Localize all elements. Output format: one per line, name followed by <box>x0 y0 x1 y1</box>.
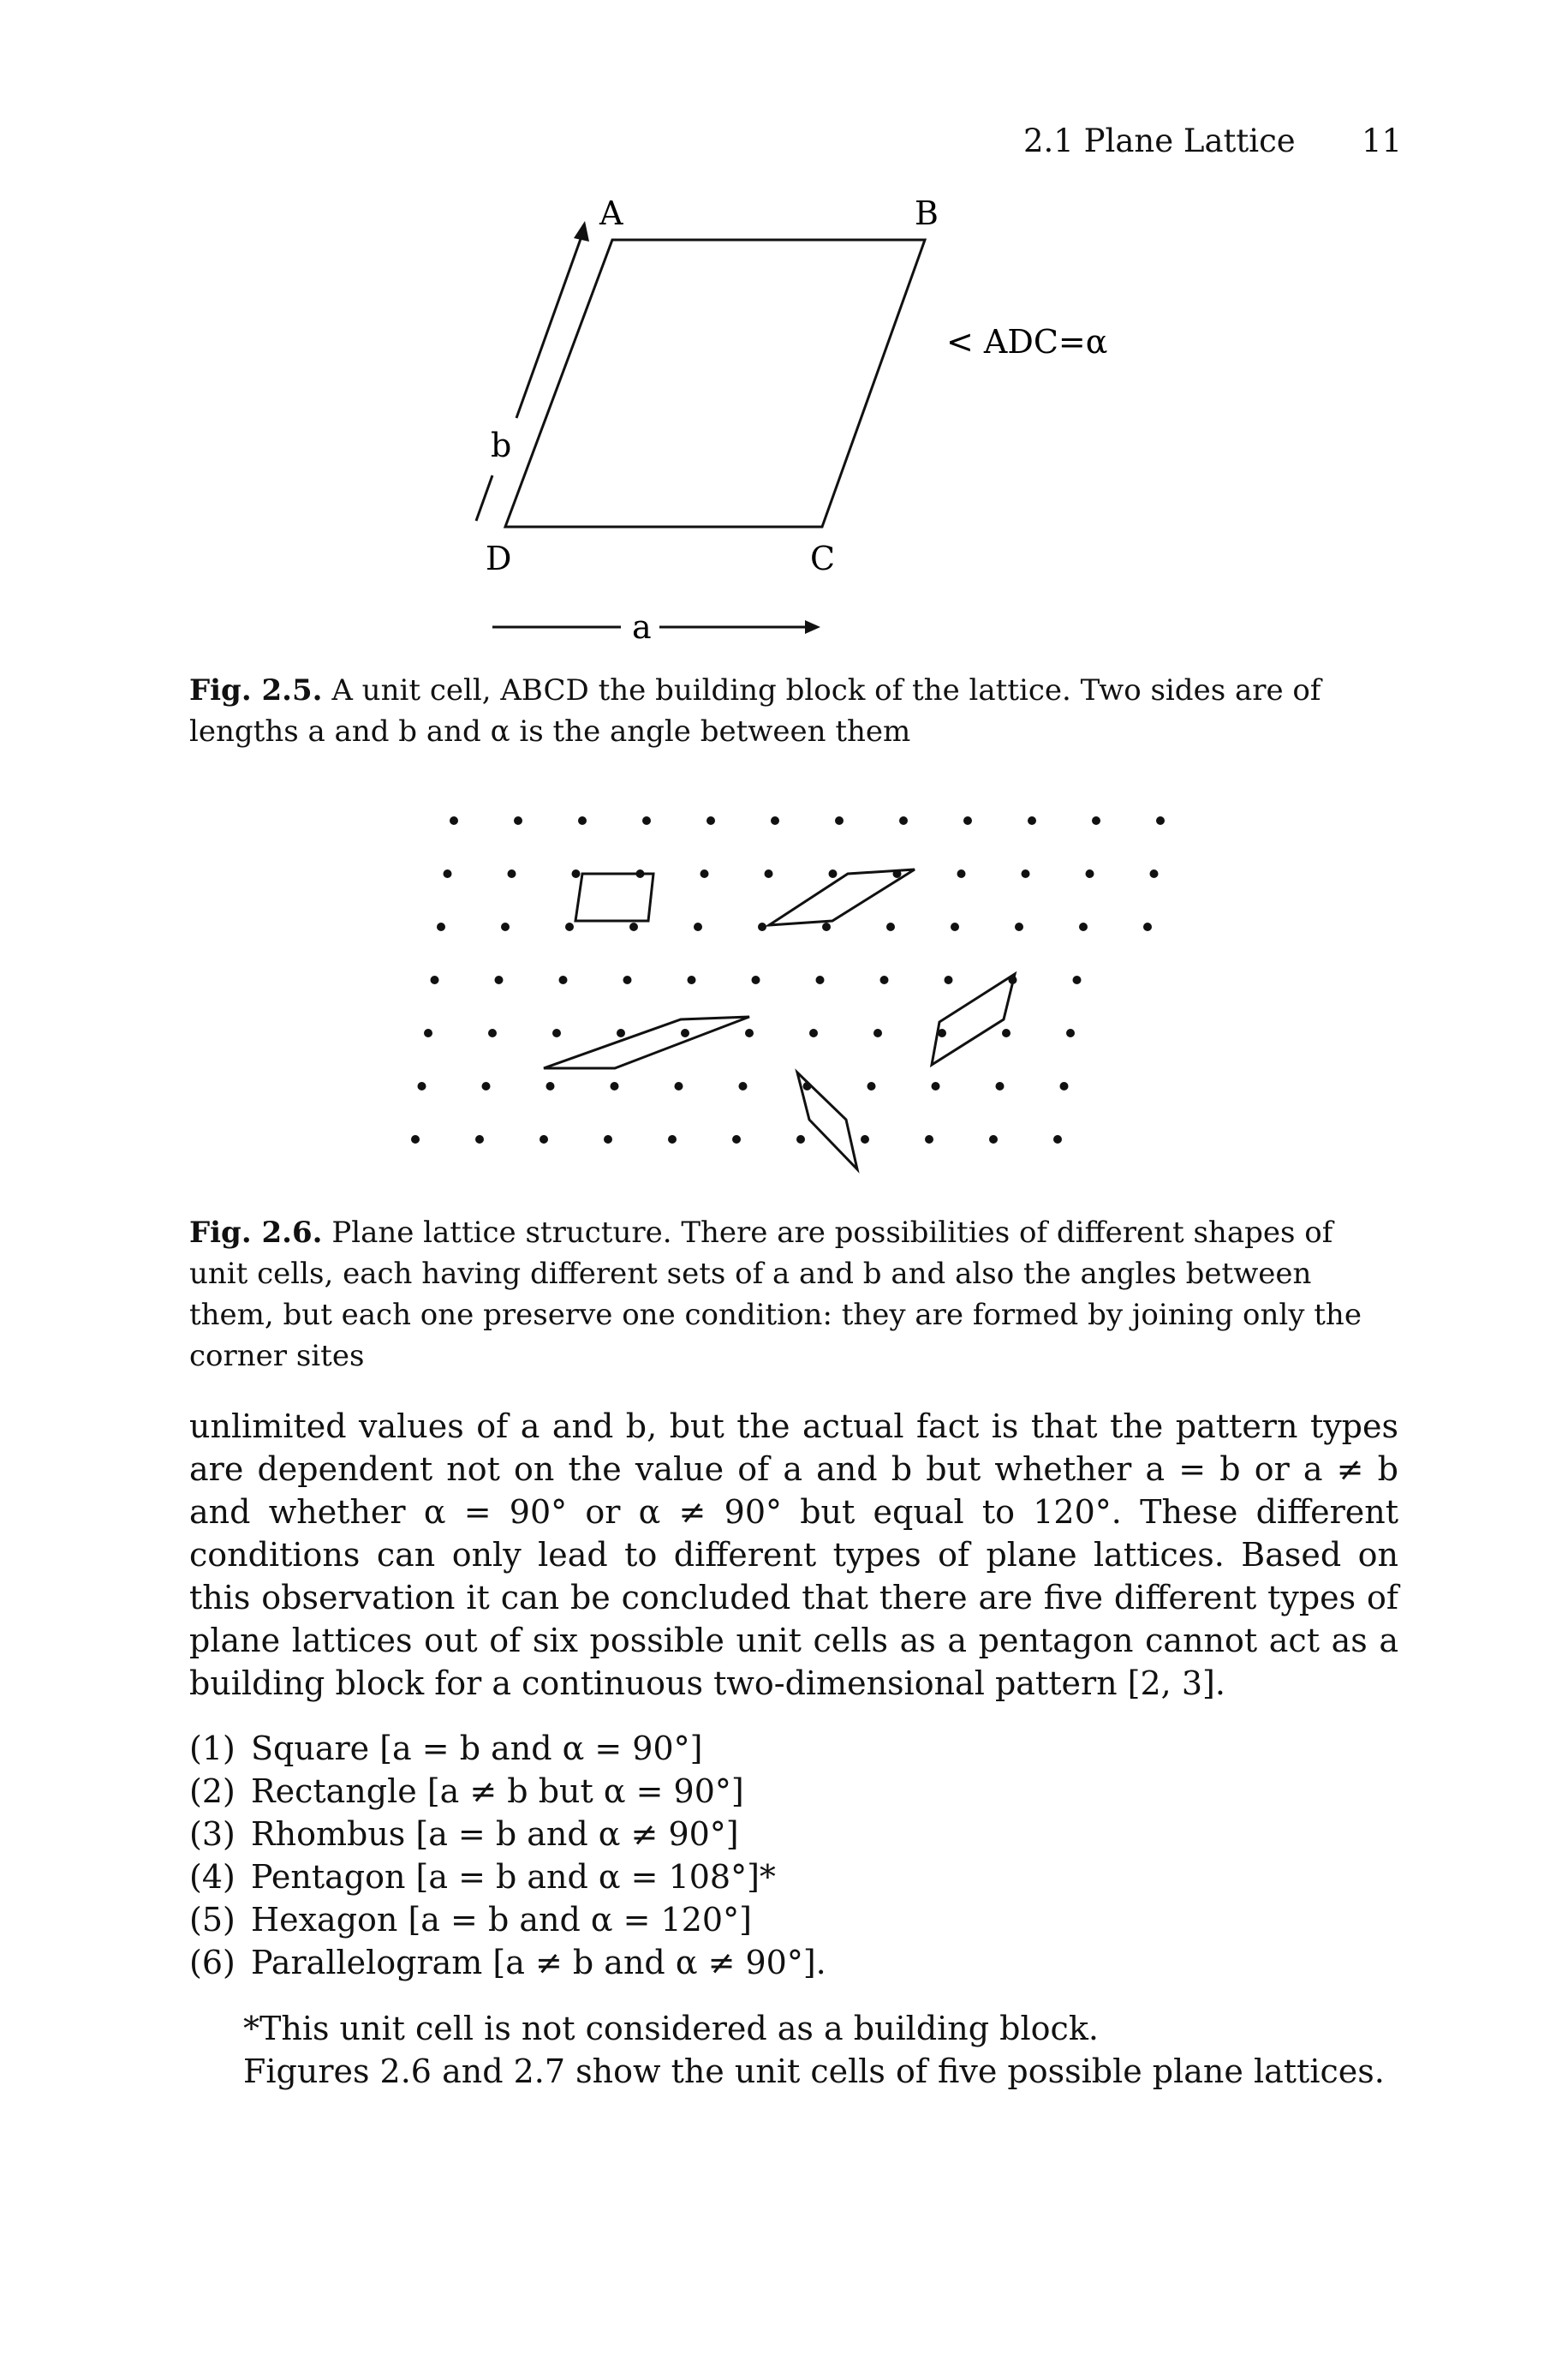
lattice-point <box>450 816 458 825</box>
fig-2-6-caption-text: Plane lattice structure. There are possibilities of different shapes of unit cells, each having different sets of a and b and also the angles between them, but each one preserve one condition: they are formed by joining only the corner sites <box>189 1216 1362 1373</box>
fig-2-6-number: Fig. 2.6. <box>189 1216 323 1250</box>
list-item: (6) Parallelogram [a ≠ b and α ≠ 90°]. <box>189 1944 826 1981</box>
lattice-point <box>861 1135 869 1144</box>
lattice-point <box>1150 869 1159 878</box>
lattice-point <box>796 1135 805 1144</box>
list-item: (5) Hexagon [a = b and α = 120°] <box>189 1901 752 1939</box>
lattice-point <box>629 923 638 931</box>
lattice-point <box>932 1082 940 1090</box>
lattice-point <box>829 869 838 878</box>
lattice-point <box>925 1135 933 1144</box>
unit-cell-rectangle <box>575 874 653 921</box>
body-paragraph: unlimited values of a and b, but the actual fact is that the pattern types are dependent not on the value of a and b but whether a = b or a ≠ b and whether α = 90° or α ≠ 90° but equal to 120°. These different conditions can only lead to different types of plane lattices. Based on this observation it can be concluded that there are five different types of plane lattices out of six possible unit cells as a pentagon cannot act as a building block for a continuous two-dimensional pattern [2, 3]. <box>189 1407 1398 1702</box>
lattice-point <box>578 816 587 825</box>
lattice-point <box>752 976 760 984</box>
lattice-point <box>559 976 568 984</box>
lattice-point <box>745 1029 754 1037</box>
lattice-point <box>611 1082 619 1090</box>
lattice-point <box>1143 923 1152 931</box>
side-label-a: a <box>632 608 652 646</box>
lattice-point <box>1066 1029 1075 1037</box>
lattice-point <box>957 869 966 878</box>
lattice-point <box>1086 869 1094 878</box>
lattice-point <box>508 869 516 878</box>
lattice-point <box>552 1029 561 1037</box>
lattice-point <box>694 923 702 931</box>
lattice-point <box>495 976 504 984</box>
fig-2-5-number: Fig. 2.5. <box>189 673 323 708</box>
vertex-label-c: C <box>810 540 836 577</box>
lattice-point <box>424 1029 432 1037</box>
lattice-point <box>701 869 709 878</box>
vertex-label-a: A <box>599 194 623 232</box>
lattice-point <box>880 976 889 984</box>
lattice-point <box>444 869 452 878</box>
lattice-point <box>1015 923 1023 931</box>
running-header-section: 2.1 Plane Lattice <box>1023 122 1296 159</box>
lattice-point <box>835 816 844 825</box>
lattice-points <box>411 816 1165 1144</box>
lattice-point <box>758 923 766 931</box>
lattice-point <box>945 976 953 984</box>
lattice-point <box>886 923 895 931</box>
lattice-point <box>501 923 510 931</box>
lattice-point <box>642 816 651 825</box>
lattice-point <box>822 923 831 931</box>
lattice-point <box>681 1029 689 1037</box>
closing-sentence: Figures 2.6 and 2.7 show the unit cells of five possible plane lattices. <box>243 2052 1385 2090</box>
lattice-point <box>411 1135 420 1144</box>
lattice-point <box>540 1135 548 1144</box>
fig-2-5-caption-text: A unit cell, ABCD the building block of the lattice. Two sides are of lengths a and b and α is the angle between them <box>189 673 1321 749</box>
lattice-point <box>488 1029 497 1037</box>
lattice-point <box>739 1082 748 1090</box>
lattice-point <box>1028 816 1036 825</box>
side-label-b: b <box>491 427 512 464</box>
lattice-point <box>475 1135 484 1144</box>
lattice-point <box>1022 869 1030 878</box>
lattice-point <box>604 1135 612 1144</box>
lattice-point <box>1092 816 1100 825</box>
lattice-point <box>668 1135 677 1144</box>
lattice-point <box>989 1135 998 1144</box>
lattice-point <box>1079 923 1088 931</box>
lattice-point <box>418 1082 426 1090</box>
unit-cell-long-parallelogram <box>544 1017 749 1068</box>
lattice-point <box>706 816 715 825</box>
lattice-point <box>732 1135 741 1144</box>
list-item: (1) Square [a = b and α = 90°] <box>189 1730 703 1767</box>
lattice-point <box>482 1082 491 1090</box>
lattice-point <box>771 816 779 825</box>
lattice-point <box>688 976 696 984</box>
vertex-label-d: D <box>486 540 512 577</box>
lattice-point <box>1156 816 1165 825</box>
footnote: *This unit cell is not considered as a building block. <box>243 2010 1099 2047</box>
lattice-point <box>437 923 445 931</box>
fig-2-6-caption <box>189 1212 1398 1377</box>
lattice-point <box>765 869 773 878</box>
lattice-point <box>675 1082 683 1090</box>
lattice-point <box>1060 1082 1069 1090</box>
list-item: (3) Rhombus [a = b and α ≠ 90°] <box>189 1815 739 1853</box>
lattice-point <box>572 869 581 878</box>
page-number: 11 <box>1362 122 1403 159</box>
vertex-label-b: B <box>915 194 939 232</box>
lattice-point <box>565 923 574 931</box>
lattice-point <box>996 1082 1005 1090</box>
lattice-point <box>867 1082 876 1090</box>
angle-label: < ADC=α <box>946 323 1108 361</box>
lattice-point <box>623 976 632 984</box>
lattice-point <box>873 1029 882 1037</box>
lattice-point <box>816 976 825 984</box>
lattice-point <box>617 1029 625 1037</box>
lattice-point <box>1073 976 1082 984</box>
lattice-point <box>431 976 439 984</box>
lattice-point <box>951 923 959 931</box>
lattice-point <box>899 816 908 825</box>
lattice-point <box>1002 1029 1011 1037</box>
list-item: (2) Rectangle [a ≠ b but α = 90°] <box>189 1772 744 1810</box>
unit-cell-parallelogram-1 <box>769 869 915 925</box>
unit-cell-parallelogram-2 <box>932 974 1015 1065</box>
lattice-point <box>963 816 972 825</box>
lattice-point <box>1053 1135 1062 1144</box>
lattice-point <box>546 1082 555 1090</box>
lattice-point <box>809 1029 818 1037</box>
list-item: (4) Pentagon [a = b and α = 108°]* <box>189 1858 776 1896</box>
lattice-type-list <box>189 1727 826 1984</box>
lattice-point <box>514 816 522 825</box>
